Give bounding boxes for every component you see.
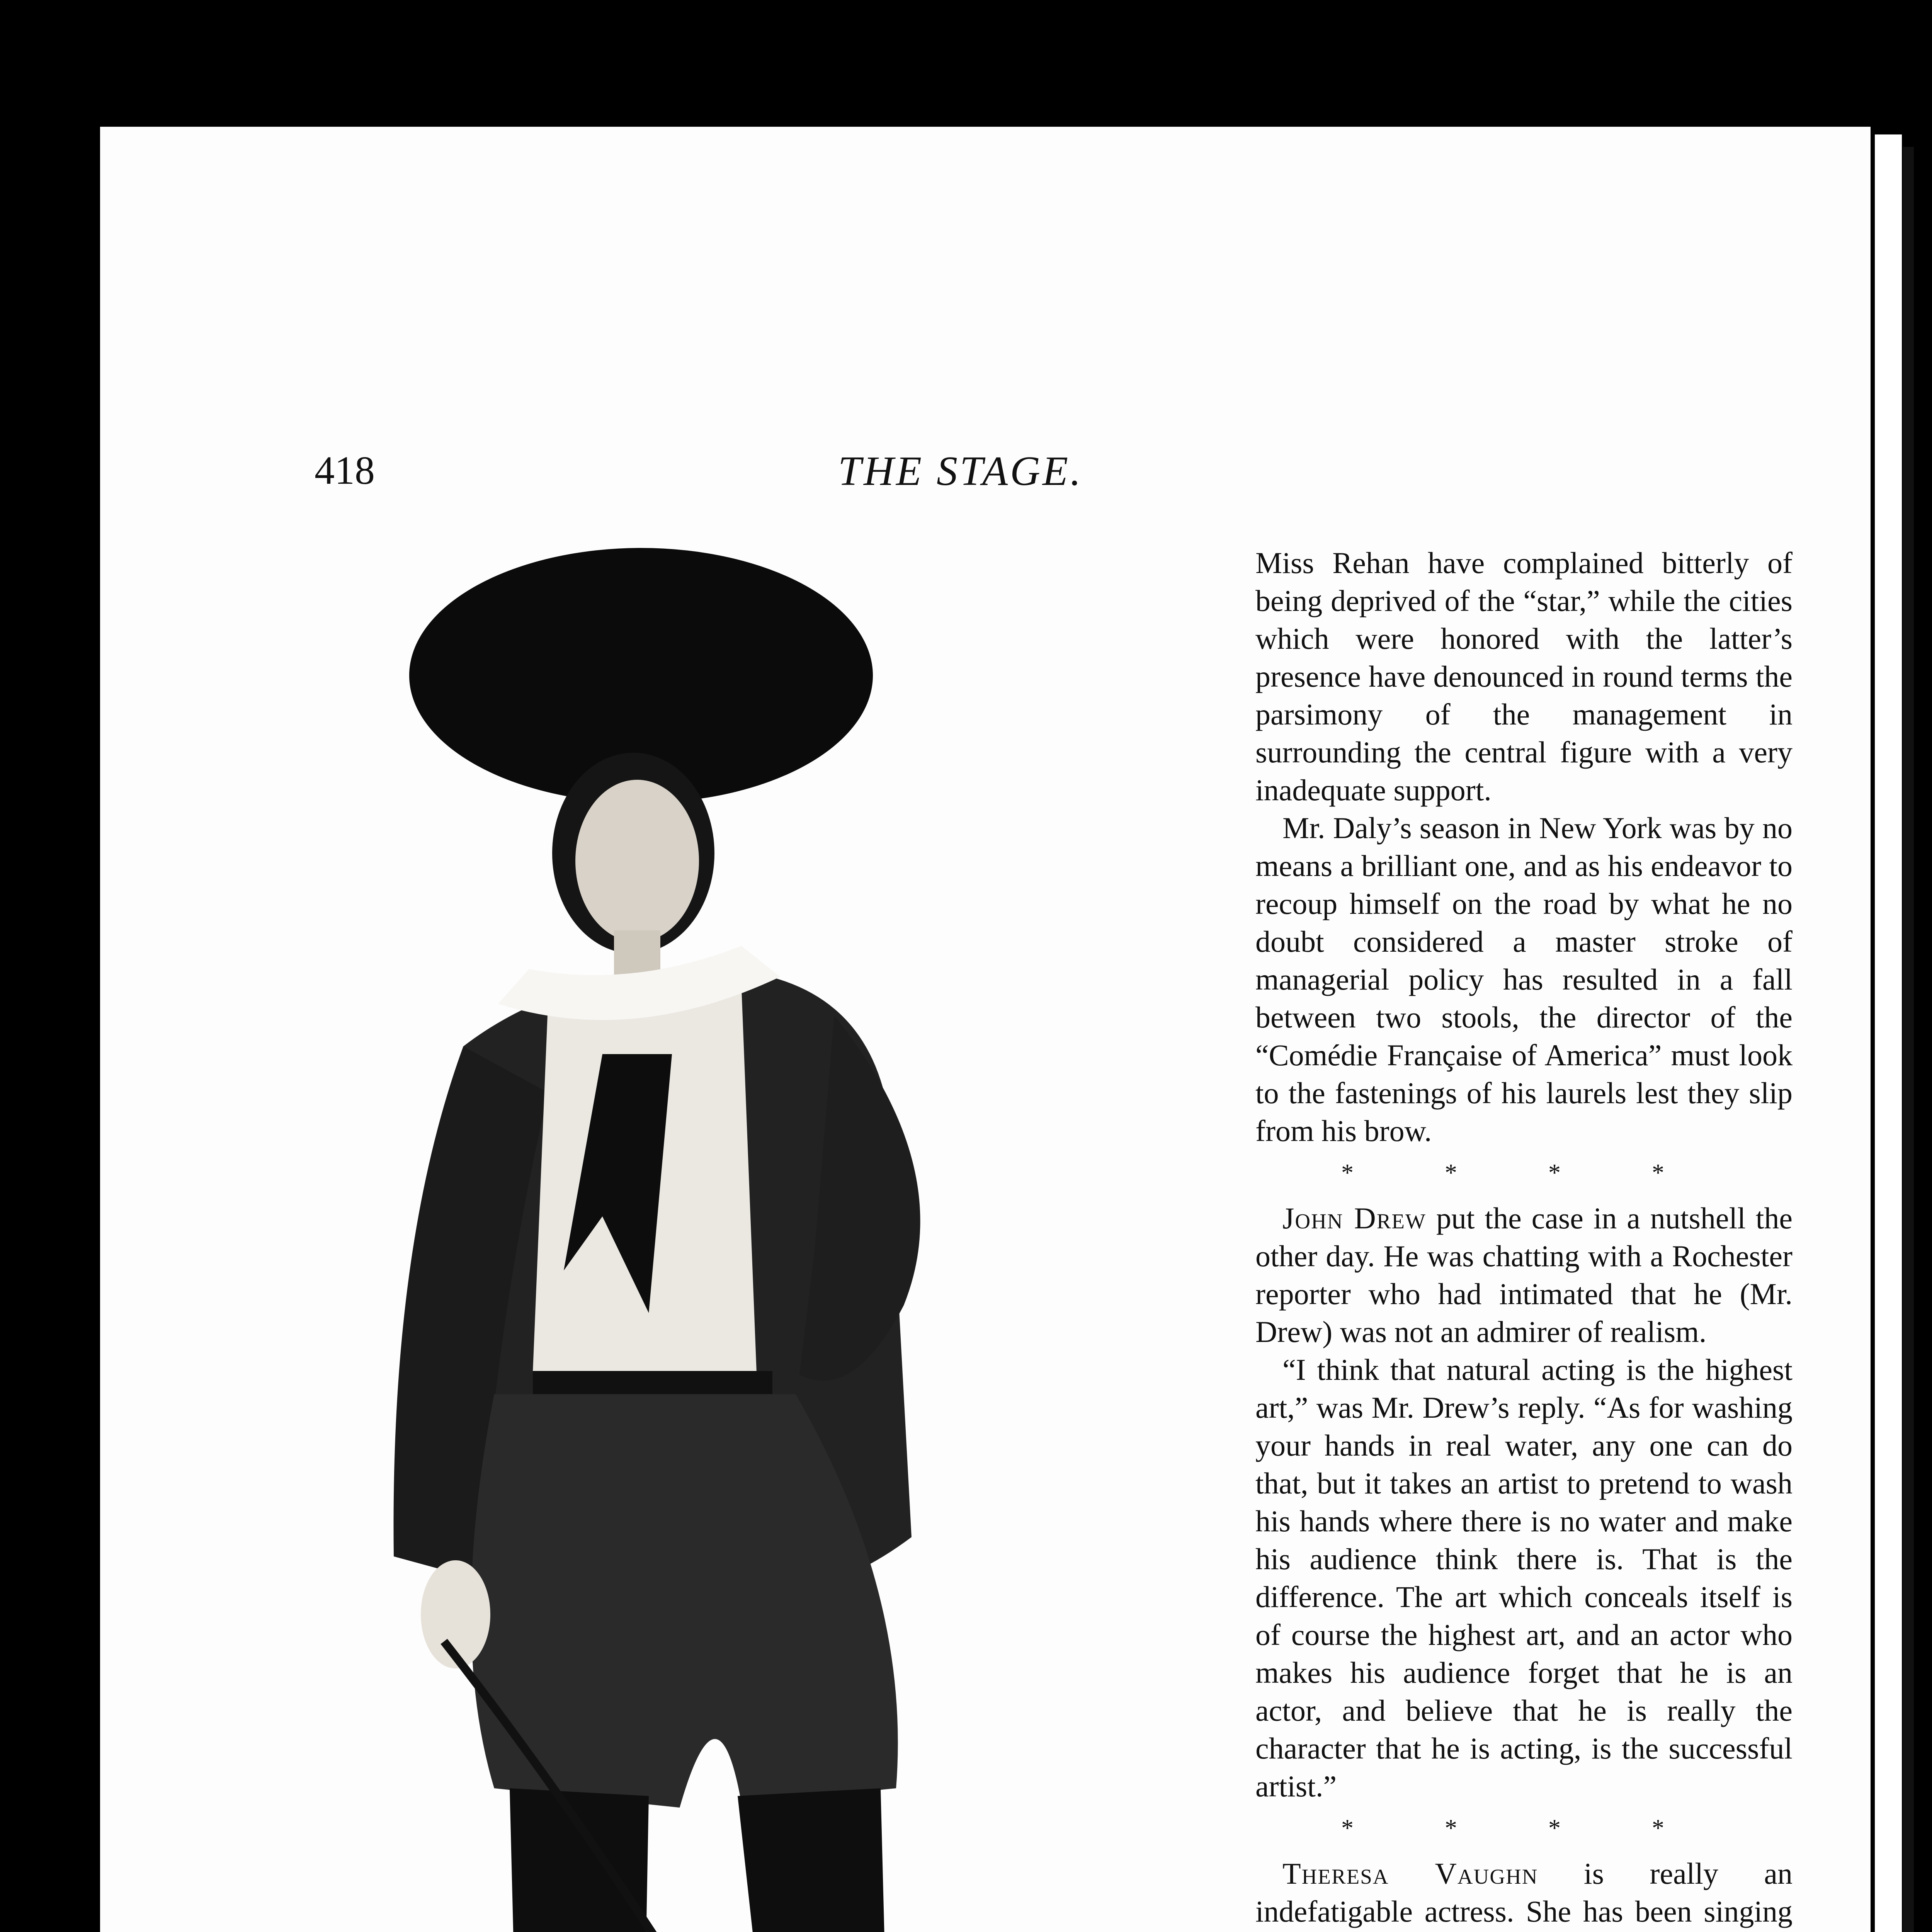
actor-name: Theresa Vaughn: [1282, 1857, 1538, 1890]
article-paragraph: “I think that natural acting is the highest art,” was Mr. Drew’s reply. “As for washing your hands in real water, any one can do that, but it takes an artist to pretend to wash his hands where there is no water and make his audience think there is. That is the difference. The art which conceals itself is of course the highest art, and an actor who makes his audience forget that he is an actor, and believe that he is really the character that he is acting, is the successful artist.”: [1255, 1353, 1793, 1803]
running-head: [100, 447, 1871, 498]
facing-page-edge: [1875, 134, 1902, 1932]
section-separator: * * * *: [1341, 1159, 1707, 1186]
binding-shadow: [1903, 147, 1914, 1932]
page-number: 418: [315, 448, 375, 493]
article-column: [1255, 544, 1793, 1932]
magazine-page: [100, 127, 1871, 1932]
paragraph-text: is really an indefatigable actress. She has been singing: [1255, 1857, 1793, 1928]
article-paragraph: [1255, 1199, 1793, 1351]
section-separator: * * * *: [1341, 1814, 1707, 1842]
magazine-title: THE STAGE.: [838, 448, 1083, 494]
article-paragraph: Mr. Daly’s season in New York was by no means a brilliant one, and as his endeavor to recoup himself on the road by what he no doubt considered a master stroke of managerial policy has resulted in a fall between two stools, the director of the “Comédie Française of America” must look to the fastenings of his laurels lest they slip from his brow.: [1255, 811, 1793, 1148]
article-paragraph: Miss Rehan have complained bitterly of being deprived of the “star,” while the cities which were honored with the latter’s presence have denounced in round terms the parsimony of the management in surrounding the central figure with a very inadequate support.: [1255, 546, 1793, 807]
paragraph-text: put the case in a nutshell the other day. He was chatting with a Rochester reporter who had intimated that he (Mr. Drew) was not an admirer of realism.: [1255, 1201, 1793, 1349]
article-paragraph: [1255, 1855, 1793, 1932]
portrait-photograph: [332, 513, 1136, 1932]
actor-name: John Drew: [1282, 1201, 1426, 1235]
